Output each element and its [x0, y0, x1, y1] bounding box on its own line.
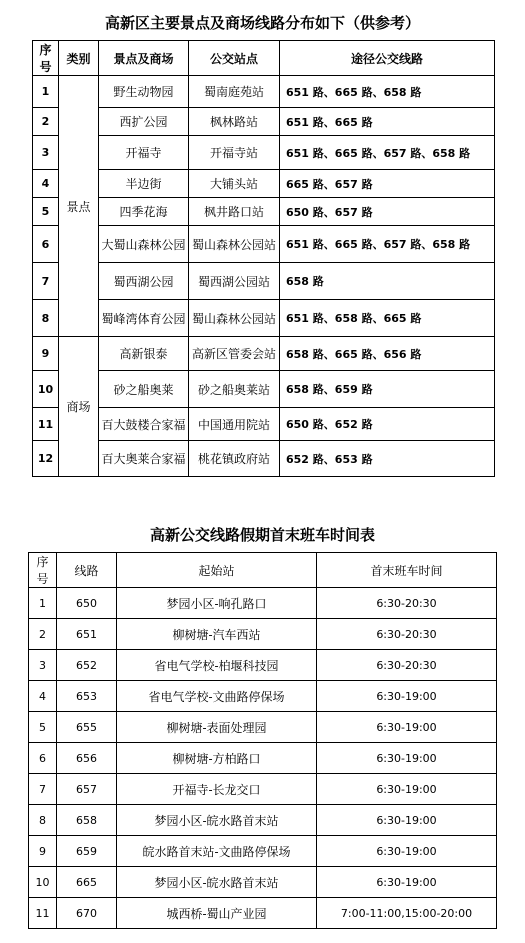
start-end-stations: 梦园小区-皖水路首末站 — [117, 867, 317, 898]
bus-stop: 蜀山森林公园站 — [189, 226, 280, 263]
schedule-table-title: 高新公交线路假期首末班车时间表 — [149, 526, 375, 544]
place-name: 开福寺 — [99, 136, 189, 170]
route-list: 651 路、665 路、657 路、658 路 — [280, 226, 495, 263]
start-end-stations: 梦园小区-皖水路首末站 — [117, 805, 317, 836]
row-number: 1 — [29, 588, 57, 619]
table-row — [33, 263, 495, 300]
table-row — [29, 588, 497, 619]
route-list: 665 路、657 路 — [280, 170, 495, 198]
table-header-row — [29, 553, 497, 588]
bus-stop: 高新区管委会站 — [189, 337, 280, 371]
header-category: 类别 — [59, 41, 99, 76]
route-list: 650 路、657 路 — [280, 198, 495, 226]
row-number: 4 — [33, 170, 59, 198]
row-number: 4 — [29, 681, 57, 712]
row-number: 2 — [33, 108, 59, 136]
place-name: 百大鼓楼合家福 — [99, 408, 189, 441]
service-hours: 6:30-19:00 — [317, 681, 497, 712]
place-name: 大蜀山森林公园 — [99, 226, 189, 263]
route-list: 658 路、665 路、656 路 — [280, 337, 495, 371]
bus-stop: 蜀西湖公园站 — [189, 263, 280, 300]
table-row — [29, 743, 497, 774]
start-end-stations: 柳树塘-汽车西站 — [117, 619, 317, 650]
place-name: 高新银泰 — [99, 337, 189, 371]
category-cell: 景点 — [59, 76, 99, 337]
table-row — [29, 867, 497, 898]
table-row — [29, 619, 497, 650]
service-hours: 6:30-19:00 — [317, 712, 497, 743]
route-list: 651 路、665 路、657 路、658 路 — [280, 136, 495, 170]
table-row — [33, 337, 495, 371]
table-row — [29, 774, 497, 805]
place-name: 西扩公园 — [99, 108, 189, 136]
bus-schedule-table — [28, 552, 497, 929]
header-number: 序号 — [29, 553, 57, 588]
service-hours: 6:30-19:00 — [317, 836, 497, 867]
route-list: 658 路、659 路 — [280, 371, 495, 408]
line-number: 665 — [57, 867, 117, 898]
row-number: 11 — [29, 898, 57, 929]
route-list: 652 路、653 路 — [280, 441, 495, 477]
row-number: 8 — [33, 300, 59, 337]
line-number: 656 — [57, 743, 117, 774]
table-row — [29, 805, 497, 836]
bus-stop: 蜀山森林公园站 — [189, 300, 280, 337]
start-end-stations: 柳树塘-表面处理园 — [117, 712, 317, 743]
service-hours: 6:30-20:30 — [317, 588, 497, 619]
line-number: 657 — [57, 774, 117, 805]
row-number: 9 — [29, 836, 57, 867]
header-time: 首末班车时间 — [317, 553, 497, 588]
place-name: 半边街 — [99, 170, 189, 198]
line-number: 658 — [57, 805, 117, 836]
service-hours: 6:30-19:00 — [317, 774, 497, 805]
table-header-row — [33, 41, 495, 76]
place-name: 野生动物园 — [99, 76, 189, 108]
row-number: 6 — [33, 226, 59, 263]
table-row — [33, 408, 495, 441]
header-number: 序号 — [33, 41, 59, 76]
line-number: 659 — [57, 836, 117, 867]
route-list: 651 路、658 路、665 路 — [280, 300, 495, 337]
row-number: 3 — [29, 650, 57, 681]
header-line: 线路 — [57, 553, 117, 588]
bus-stop: 开福寺站 — [189, 136, 280, 170]
row-number: 8 — [29, 805, 57, 836]
header-stations: 起始站 — [117, 553, 317, 588]
table-row — [29, 898, 497, 929]
table-row — [29, 836, 497, 867]
bus-stop: 中国通用院站 — [189, 408, 280, 441]
table-row — [33, 371, 495, 408]
bus-stop: 枫井路口站 — [189, 198, 280, 226]
place-name: 蜀峰湾体育公园 — [99, 300, 189, 337]
row-number: 1 — [33, 76, 59, 108]
row-number: 5 — [33, 198, 59, 226]
bus-stop: 砂之船奥莱站 — [189, 371, 280, 408]
start-end-stations: 开福寺-长龙交口 — [117, 774, 317, 805]
row-number: 3 — [33, 136, 59, 170]
header-place: 景点及商场 — [99, 41, 189, 76]
place-name: 四季花海 — [99, 198, 189, 226]
service-hours: 6:30-20:30 — [317, 619, 497, 650]
row-number: 10 — [29, 867, 57, 898]
place-name: 蜀西湖公园 — [99, 263, 189, 300]
table-row — [33, 300, 495, 337]
start-end-stations: 柳树塘-方柏路口 — [117, 743, 317, 774]
attractions-table-title: 高新区主要景点及商场线路分布如下（供参考） — [104, 14, 420, 32]
line-number: 652 — [57, 650, 117, 681]
route-list: 650 路、652 路 — [280, 408, 495, 441]
row-number: 11 — [33, 408, 59, 441]
place-name: 百大奥莱合家福 — [99, 441, 189, 477]
start-end-stations: 城西桥-蜀山产业园 — [117, 898, 317, 929]
table-row — [33, 198, 495, 226]
start-end-stations: 梦园小区-响孔路口 — [117, 588, 317, 619]
service-hours: 6:30-20:30 — [317, 650, 497, 681]
table-row — [33, 108, 495, 136]
row-number: 7 — [29, 774, 57, 805]
row-number: 6 — [29, 743, 57, 774]
service-hours: 7:00-11:00,15:00-20:00 — [317, 898, 497, 929]
line-number: 650 — [57, 588, 117, 619]
line-number: 670 — [57, 898, 117, 929]
attractions-route-table — [32, 40, 495, 477]
row-number: 12 — [33, 441, 59, 477]
table-row — [33, 136, 495, 170]
route-list: 651 路、665 路、658 路 — [280, 76, 495, 108]
header-routes: 途径公交线路 — [280, 41, 495, 76]
bus-stop: 蜀南庭苑站 — [189, 76, 280, 108]
row-number: 5 — [29, 712, 57, 743]
table-row — [33, 170, 495, 198]
table-row — [29, 712, 497, 743]
service-hours: 6:30-19:00 — [317, 805, 497, 836]
bus-stop: 桃花镇政府站 — [189, 441, 280, 477]
table-row — [29, 681, 497, 712]
route-list: 658 路 — [280, 263, 495, 300]
start-end-stations: 省电气学校-文曲路停保场 — [117, 681, 317, 712]
table-row — [33, 226, 495, 263]
table-row — [29, 650, 497, 681]
line-number: 655 — [57, 712, 117, 743]
start-end-stations: 省电气学校-柏堰科技园 — [117, 650, 317, 681]
table-row — [33, 441, 495, 477]
line-number: 651 — [57, 619, 117, 650]
row-number: 10 — [33, 371, 59, 408]
service-hours: 6:30-19:00 — [317, 743, 497, 774]
category-cell: 商场 — [59, 337, 99, 477]
row-number: 7 — [33, 263, 59, 300]
start-end-stations: 皖水路首末站-文曲路停保场 — [117, 836, 317, 867]
service-hours: 6:30-19:00 — [317, 867, 497, 898]
table-row — [33, 76, 495, 108]
route-list: 651 路、665 路 — [280, 108, 495, 136]
line-number: 653 — [57, 681, 117, 712]
bus-stop: 枫林路站 — [189, 108, 280, 136]
row-number: 9 — [33, 337, 59, 371]
place-name: 砂之船奥莱 — [99, 371, 189, 408]
bus-stop: 大铺头站 — [189, 170, 280, 198]
row-number: 2 — [29, 619, 57, 650]
header-bus-stop: 公交站点 — [189, 41, 280, 76]
